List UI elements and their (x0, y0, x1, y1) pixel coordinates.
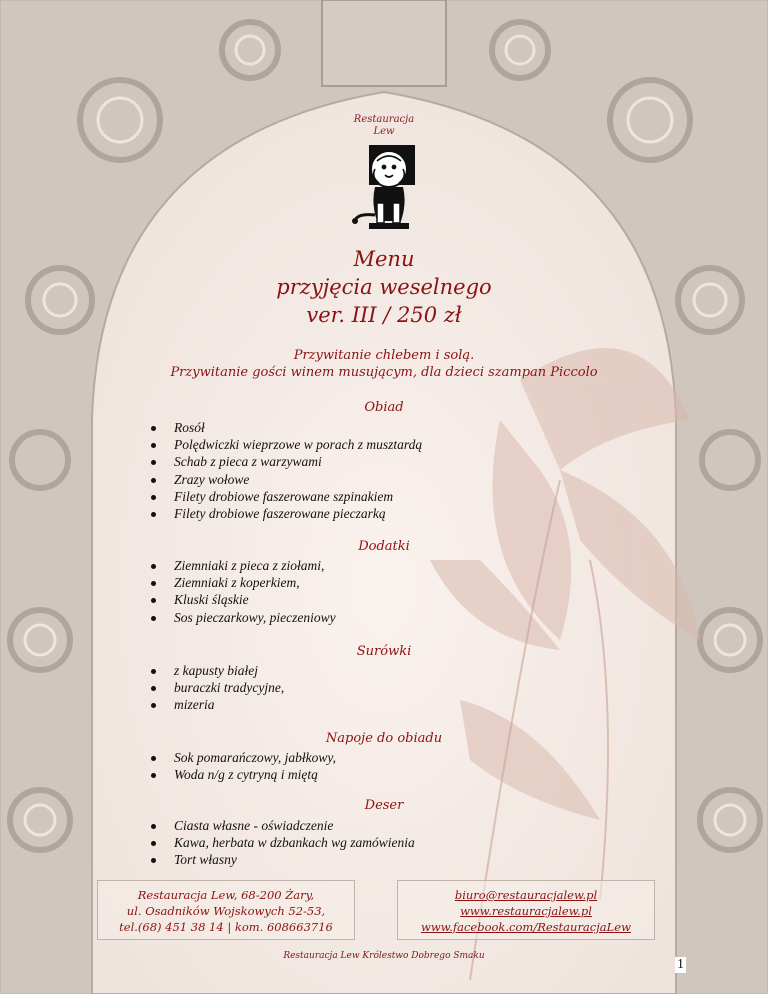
section-heading-surowki: Surówki (356, 644, 412, 659)
footer-tagline: Restauracja Lew Królestwo Dobrego Smaku (283, 951, 485, 961)
title-line-2: przyjęcia weselnego (276, 275, 492, 299)
lion-logo-icon (351, 143, 419, 231)
website-link[interactable]: www.restauracjalew.pl (460, 904, 592, 918)
list-item: Ziemniaki z pieca z ziołami, (148, 557, 336, 574)
contact-box (397, 880, 655, 940)
section-list-obiad (148, 419, 422, 522)
list-item: Woda n/g z cytryną i miętą (148, 766, 336, 783)
list-item: Ciasta własne - oświadczenie (148, 817, 415, 834)
list-item: Kluski śląskie (148, 591, 336, 608)
list-item: z kapusty białej (148, 662, 284, 679)
section-heading-deser: Deser (364, 798, 404, 813)
page-number: 1 (677, 957, 684, 972)
welcome-sparkling-wine: Przywitanie gości winem musującym, dla dzieci szampan Piccolo (170, 365, 598, 380)
facebook-link[interactable]: www.facebook.com/RestauracjaLew (421, 920, 631, 934)
section-heading-napoje: Napoje do obiadu (325, 731, 443, 746)
address-line: ul. Osadników Wojskowych 52-53, (126, 904, 326, 918)
title-line-1: Menu (353, 247, 415, 271)
list-item: Filety drobiowe faszerowane pieczarką (148, 505, 422, 522)
brand-line-2: Lew (373, 126, 395, 137)
list-item: Kawa, herbata w dzbankach wg zamówienia (148, 834, 415, 851)
section-list-deser (148, 817, 415, 869)
list-item: Schab z pieca z warzywami (148, 453, 422, 470)
address-line: Restauracja Lew, 68-200 Żary, (137, 888, 315, 902)
section-list-napoje (148, 749, 336, 783)
section-list-dodatki (148, 557, 336, 626)
section-list-surowki (148, 662, 284, 714)
list-item: Ziemniaki z koperkiem, (148, 574, 336, 591)
list-item: Tort własny (148, 851, 415, 868)
list-item: Sok pomarańczowy, jabłkowy, (148, 749, 336, 766)
phone-line: tel.(68) 451 38 14 | kom. 608663716 (119, 920, 333, 934)
brand-line-1: Restauracja (353, 114, 415, 125)
list-item: Filety drobiowe faszerowane szpinakiem (148, 488, 422, 505)
welcome-text (0, 347, 768, 381)
email-link[interactable]: biuro@restauracjalew.pl (454, 888, 598, 902)
list-item: Sos pieczarkowy, pieczeniowy (148, 609, 336, 626)
welcome-bread-salt: Przywitanie chlebem i solą. (293, 348, 475, 363)
list-item: Polędwiczki wieprzowe w porach z musztardą (148, 436, 422, 453)
list-item: buraczki tradycyjne, (148, 679, 284, 696)
section-heading-obiad: Obiad (364, 400, 404, 415)
title-line-3: ver. III / 250 zł (306, 303, 462, 327)
list-item: mizeria (148, 696, 284, 713)
menu-title (0, 245, 768, 329)
brand-name-small (0, 114, 768, 138)
list-item: Rosół (148, 419, 422, 436)
section-heading-dodatki: Dodatki (358, 539, 410, 554)
address-box (97, 880, 355, 940)
list-item: Zrazy wołowe (148, 471, 422, 488)
